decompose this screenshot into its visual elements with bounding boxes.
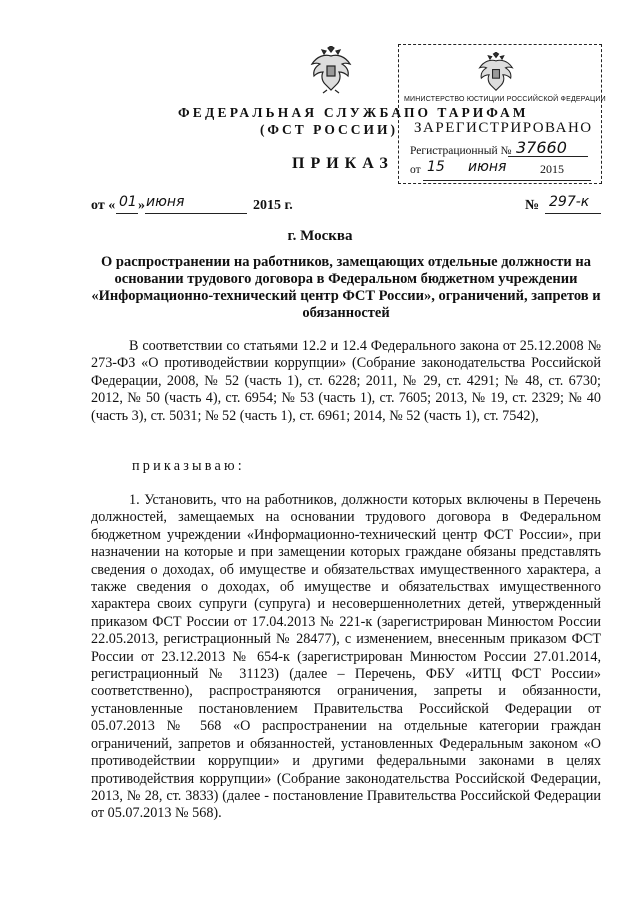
clause-1-paragraph: 1. Установить, что на работников, должности которых включены в Перечень должностей, замещаемых на основании трудового договора в Федеральном бюджетном учреждении «Информационно-технический центр ФСТ России», при назначении на которые и при замещении которых граждане обязаны представлять сведения о доходах, об имуществе и обязательствах имущественного характера, а также сведения о доходах, об имуществе и обязательствах имущественного характера своих супруги (супруга) и несовершеннолетних детей, утвержденный приказом ФСТ России от 17.04.2013 № 221-к (зарегистрирован Минюстом России 22.05.2013, регистрационный № 28477), с изменением, внесенным приказом ФСТ России от 23.12.2013 № 654-к (зарегистрирован Минюстом России 27.01.2014, регистрационный № 31123) (далее – Перечень, ФБУ «ИТЦ ФСТ России» соответственно), распространяются ограничения, запреты и обязанности, установленные постановлением Правительства Российской Федерации от 05.07.2013 № 568 «О распространении на отдельные категории граждан ограничений, запретов и обязанностей, установленных Федеральным законом «О противодействии коррупции» и другими федеральными законами в целях противодействия коррупции» (Собрание законодательства Российской Федерации, 2013, № 28, ст. 3833) (далее - постановление Правительства Российской Федерации от 05.07.2013 № 568). <box>91 492 601 822</box>
agency-name-line1-tail: ПО ТАРИФАМ <box>404 105 529 120</box>
order-number-underline <box>545 213 601 214</box>
order-date-month: июня <box>146 194 185 210</box>
stamp-date-month: июня <box>468 159 507 175</box>
stamp-date-prefix: от <box>410 164 421 176</box>
stamp-registered-label: ЗАРЕГИСТРИРОВАНО <box>414 120 593 136</box>
coat-of-arms-icon <box>309 46 353 94</box>
city: г. Москва <box>287 228 353 244</box>
order-date-year: 2015 г. <box>253 198 293 213</box>
order-day-underline <box>116 213 138 214</box>
order-date-quote-close: » <box>138 198 145 213</box>
agency-short-name: (ФСТ РОССИИ) <box>259 122 398 137</box>
document-type: ПРИКАЗ <box>292 155 394 172</box>
order-title: О распространении на работников, замещающих отдельные должности на основании трудового договора в Федеральном бюджетном учреждении «Информационно-технический центр ФСТ России», ограничений, запретов и обязанностей <box>91 254 601 321</box>
stamp-reg-number-label: Регистрационный № <box>410 145 512 157</box>
stamp-reg-number-underline <box>508 156 588 157</box>
stamp-date-underline <box>423 180 591 181</box>
order-month-underline <box>145 213 247 214</box>
agency-name-line1: ФЕДЕРАЛЬНАЯ СЛУЖБА <box>178 105 405 120</box>
order-number-label: № <box>525 198 540 213</box>
order-number-value: 297-к <box>549 194 590 210</box>
order-date-prefix: от « <box>91 198 116 213</box>
stamp-date-day: 15 <box>427 159 445 175</box>
stamp-reg-number-value: 37660 <box>516 138 567 157</box>
stamp-ministry-name: МИНИСТЕРСТВО ЮСТИЦИИ РОССИЙСКОЙ ФЕДЕРАЦИИ <box>404 96 606 103</box>
preamble-paragraph: В соответствии со статьями 12.2 и 12.4 Федерального закона от 25.12.2008 № 273-ФЗ «О противодействии коррупции» (Собрание законодательства Российской Федерации, 2008, № 52 (часть 1), ст. 6228; 2011, № 29, ст. 4291; № 48, ст. 6730; 2012, № 50 (часть 4), ст. 6954; № 53 (часть 1), ст. 7605; 2013, № 19, ст. 2329; № 40 (часть 3), ст. 5031; № 52 (часть 1), ст. 6961; 2014, № 52 (часть 1), ст. 7542), <box>91 338 601 424</box>
stamp-date-year: 2015 <box>540 162 564 176</box>
decree-word: приказываю: <box>132 458 245 474</box>
order-date-day: 01 <box>119 194 137 210</box>
